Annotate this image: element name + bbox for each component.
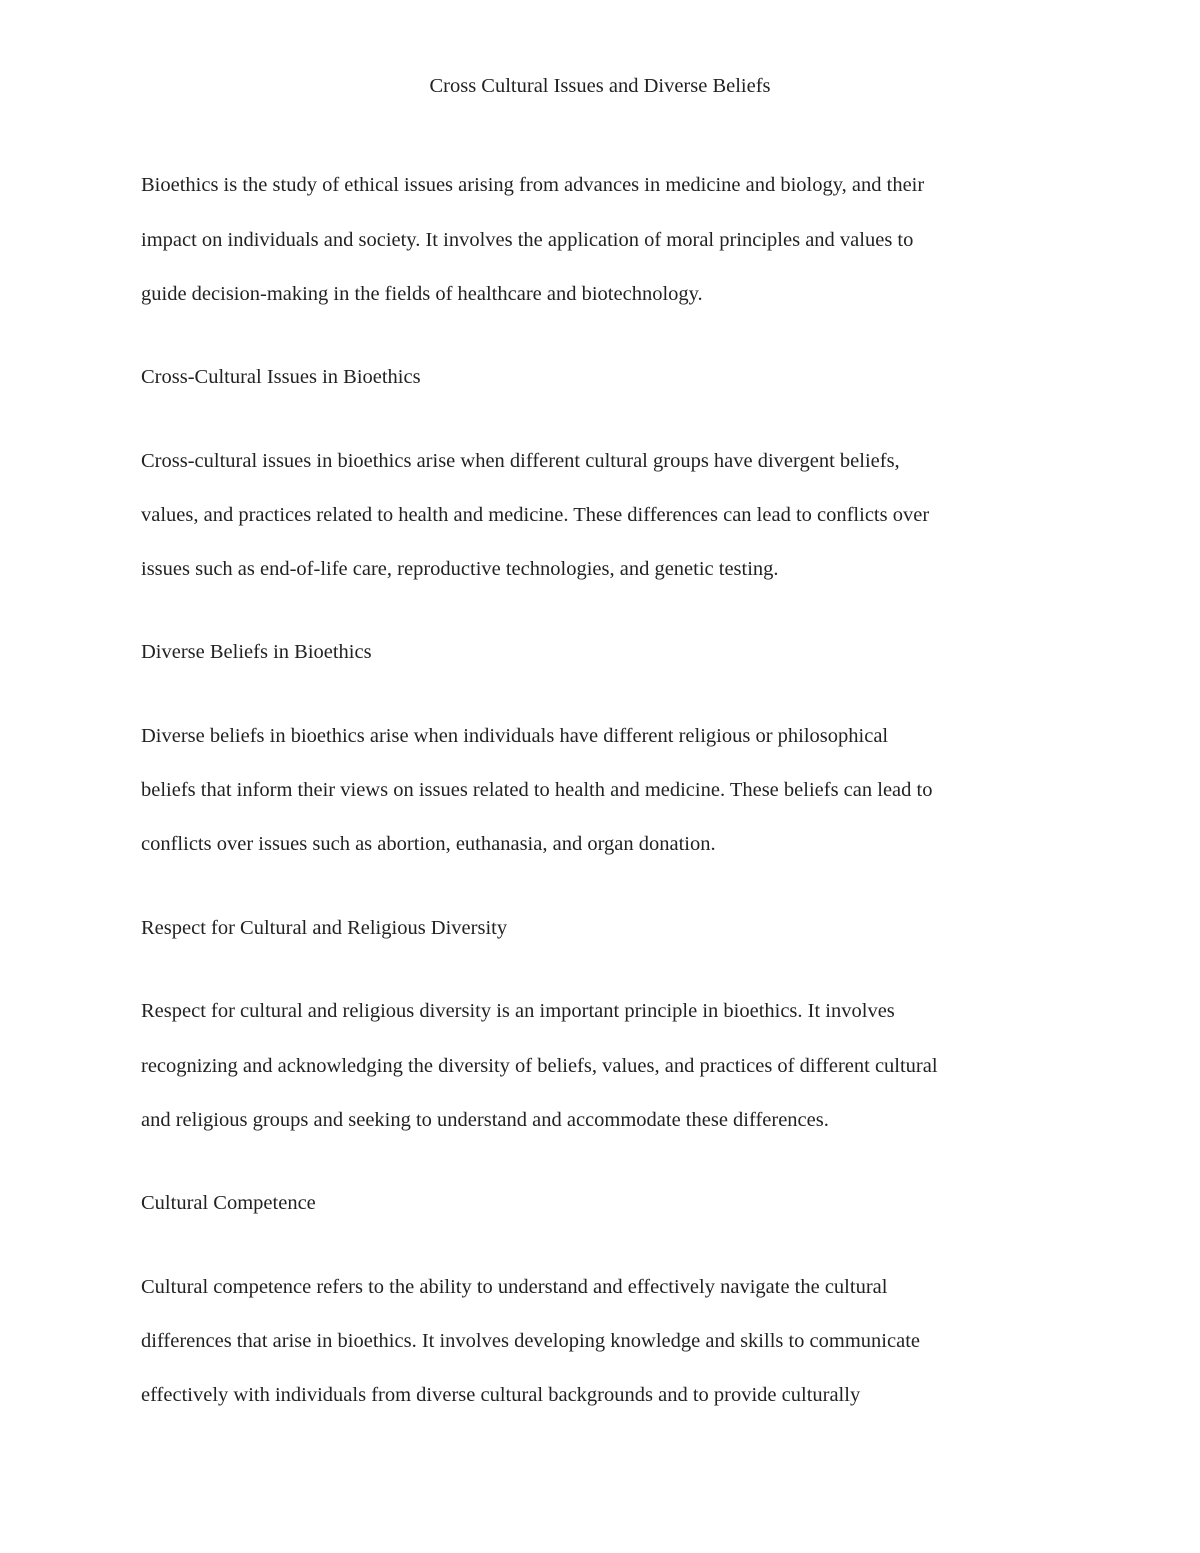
section-heading-respect-diversity: Respect for Cultural and Religious Diversity xyxy=(141,917,508,939)
document-title: Cross Cultural Issues and Diverse Beliefs xyxy=(429,75,771,97)
section-cross-cultural-line-2: values, and practices related to health and medicine. These differences can lead to conflicts over xyxy=(141,504,930,526)
section-respect-diversity-line-3: and religious groups and seeking to understand and accommodate these differences. xyxy=(141,1109,829,1131)
section-heading-cultural-competence: Cultural Competence xyxy=(141,1192,316,1214)
section-cultural-competence-line-1: Cultural competence refers to the ability to understand and effectively navigate the cultural xyxy=(141,1276,888,1298)
section-cross-cultural-line-3: issues such as end-of-life care, reproductive technologies, and genetic testing. xyxy=(141,558,779,580)
section-diverse-beliefs-line-3: conflicts over issues such as abortion, euthanasia, and organ donation. xyxy=(141,833,716,855)
intro-line-2: impact on individuals and society. It involves the application of moral principles and values to xyxy=(141,229,914,251)
section-cross-cultural-line-1: Cross-cultural issues in bioethics arise when different cultural groups have divergent beliefs, xyxy=(141,450,900,472)
section-respect-diversity-line-2: recognizing and acknowledging the diversity of beliefs, values, and practices of different cultural xyxy=(141,1055,938,1077)
section-heading-cross-cultural: Cross-Cultural Issues in Bioethics xyxy=(141,366,421,388)
section-respect-diversity-line-1: Respect for cultural and religious diversity is an important principle in bioethics. It involves xyxy=(141,1000,895,1022)
section-heading-diverse-beliefs: Diverse Beliefs in Bioethics xyxy=(141,641,372,663)
intro-line-3: guide decision-making in the fields of healthcare and biotechnology. xyxy=(141,283,703,305)
section-cultural-competence-line-2: differences that arise in bioethics. It involves developing knowledge and skills to communicate xyxy=(141,1330,920,1352)
section-diverse-beliefs-line-2: beliefs that inform their views on issues related to health and medicine. These beliefs can lead to xyxy=(141,779,933,801)
intro-line-1: Bioethics is the study of ethical issues arising from advances in medicine and biology, and their xyxy=(141,174,925,196)
section-diverse-beliefs-line-1: Diverse beliefs in bioethics arise when individuals have different religious or philosophical xyxy=(141,725,889,747)
section-cultural-competence-line-3: effectively with individuals from diverse cultural backgrounds and to provide culturally xyxy=(141,1384,861,1406)
